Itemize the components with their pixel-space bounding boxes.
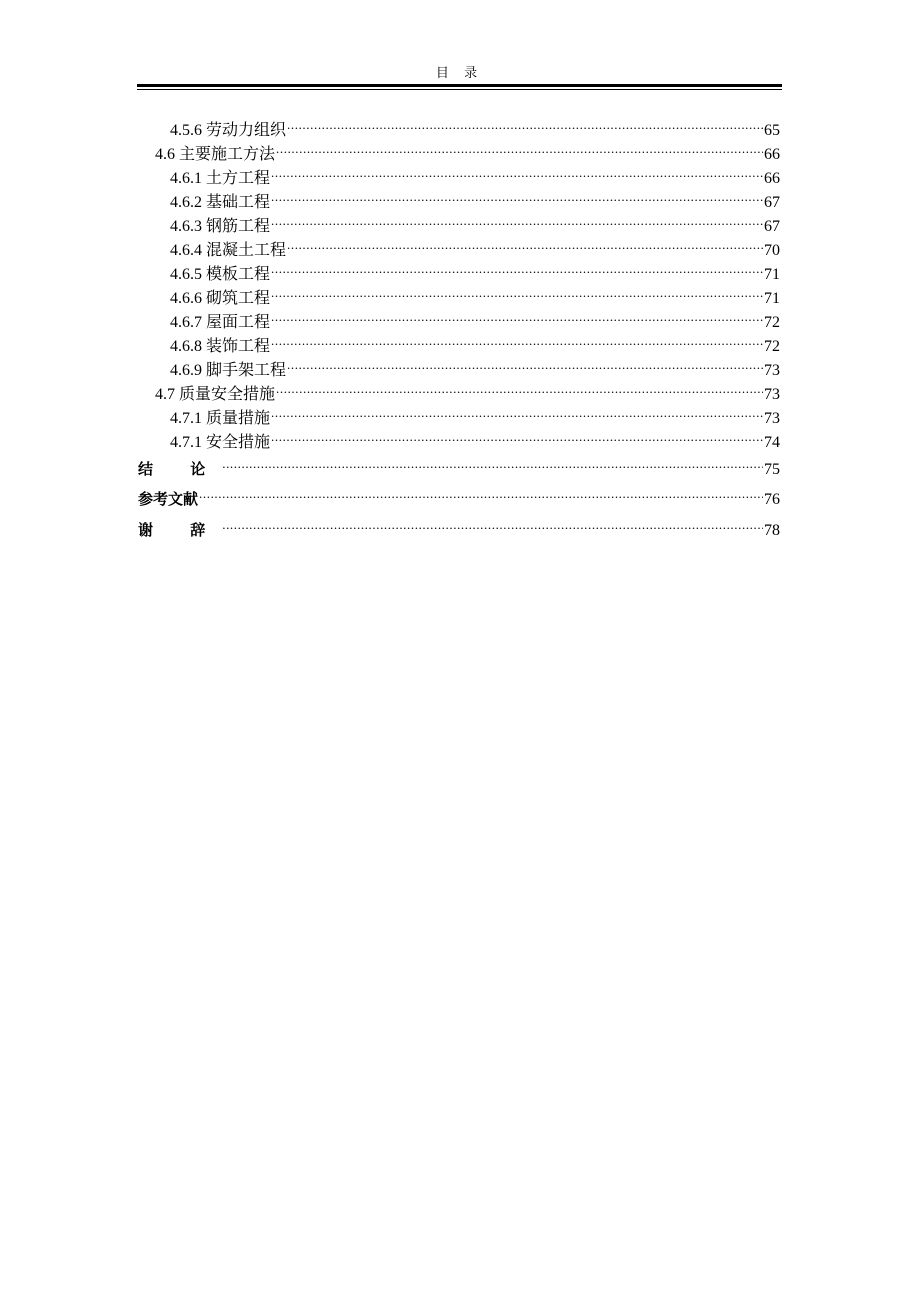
toc-dot-leader [271,307,763,327]
toc-dot-leader [271,211,763,231]
toc-entry[interactable] [138,454,780,480]
toc-page-number: 76 [764,491,780,508]
toc-dot-leader [271,427,763,447]
toc-entry[interactable] [170,331,780,357]
toc-entry[interactable] [170,115,780,141]
toc-dot-leader [287,115,763,135]
header-rule-thick [137,84,782,87]
toc-page-number: 75 [764,461,780,478]
toc-entry-label: 4.7.1 安全措施 [170,434,271,451]
toc-entry-label: 参考文献 [138,490,199,508]
toc-entry[interactable] [138,515,780,541]
toc-entry[interactable] [170,307,780,333]
toc-page-number: 73 [764,362,780,379]
toc-page-number: 67 [764,218,780,235]
toc-dot-leader [276,379,763,399]
toc-entry[interactable] [170,355,780,381]
toc-entry-label: 4.6.6 砌筑工程 [170,290,271,307]
toc-entry[interactable] [138,484,780,510]
toc-entry[interactable] [155,379,780,405]
toc-entry[interactable] [170,259,780,285]
toc-entry-label: 4.6.2 基础工程 [170,194,271,211]
toc-page-number: 73 [764,410,780,427]
toc-entry-label: 4.6.5 模板工程 [170,266,271,283]
toc-entry[interactable] [170,403,780,429]
toc-page-number: 72 [764,314,780,331]
header-rule-thin [137,89,782,90]
toc-entry-label: 4.6.3 钢筋工程 [170,218,271,235]
toc-entry-label: 谢 辞 [138,521,222,539]
toc-entry-label: 4.6.1 土方工程 [170,170,271,187]
toc-entry[interactable] [170,163,780,189]
toc-dot-leader [276,139,763,159]
toc-dot-leader [222,454,763,474]
toc-page-number: 71 [764,290,780,307]
toc-entry-label: 4.5.6 劳动力组织 [170,122,287,139]
toc-dot-leader [287,355,763,375]
toc-dot-leader [271,331,763,351]
toc-dot-leader [271,163,763,183]
toc-page-number: 67 [764,194,780,211]
toc-entry-label: 结 论 [138,460,222,478]
toc-entry[interactable] [170,427,780,453]
toc-page-number: 70 [764,242,780,259]
toc-page-number: 73 [764,386,780,403]
toc-dot-leader [199,484,763,504]
toc-page-number: 65 [764,122,780,139]
toc-entry-label: 4.6 主要施工方法 [155,146,276,163]
toc-entry-label: 4.6.9 脚手架工程 [170,362,287,379]
toc-dot-leader [271,187,763,207]
toc-page-number: 74 [764,434,780,451]
toc-page-number: 72 [764,338,780,355]
toc-dot-leader [222,515,763,535]
toc-entry[interactable] [170,187,780,213]
toc-dot-leader [287,235,763,255]
toc-page-number: 66 [764,146,780,163]
toc-page-number: 78 [764,522,780,539]
toc-page-number: 71 [764,266,780,283]
toc-page-number: 66 [764,170,780,187]
toc-entry-label: 4.6.8 装饰工程 [170,338,271,355]
toc-entry-label: 4.6.7 屋面工程 [170,314,271,331]
toc-dot-leader [271,259,763,279]
toc-entry-label: 4.7 质量安全措施 [155,386,276,403]
toc-entry-label: 4.6.4 混凝土工程 [170,242,287,259]
toc-dot-leader [271,283,763,303]
toc-entry[interactable] [170,235,780,261]
toc-entry-label: 4.7.1 质量措施 [170,410,271,427]
toc-dot-leader [271,403,763,423]
toc-entry[interactable] [170,283,780,309]
running-header-title: 目 录 [435,65,484,80]
toc-entry[interactable] [170,211,780,237]
toc-entry[interactable] [155,139,780,165]
